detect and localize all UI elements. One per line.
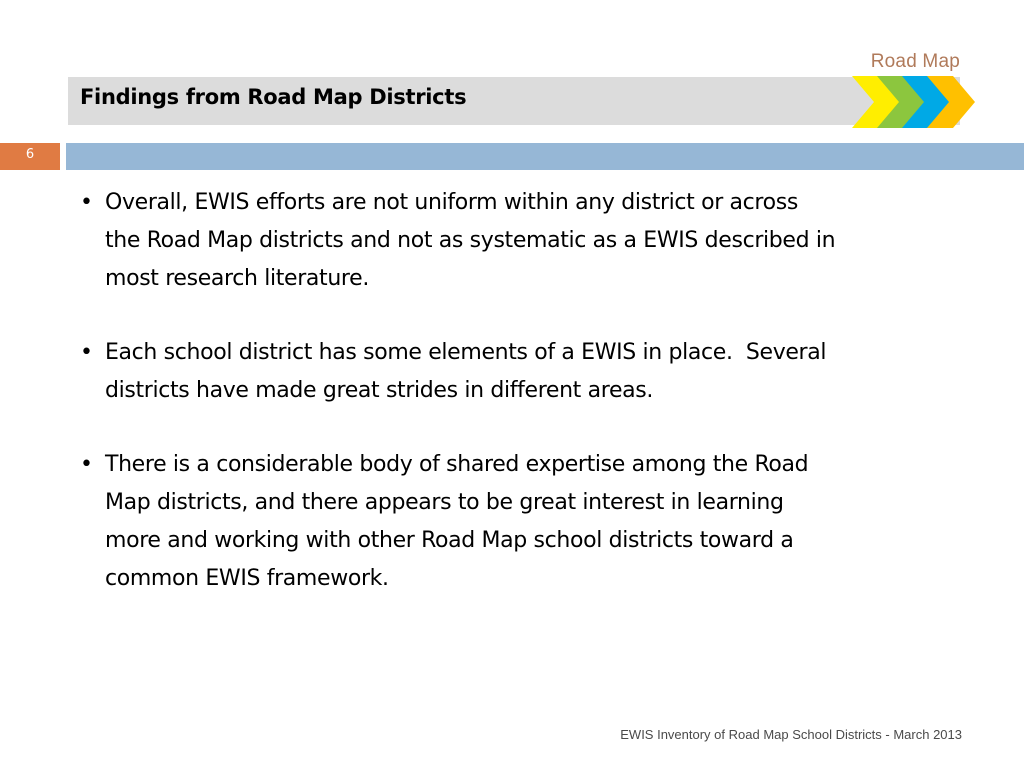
bullet-line: Each school district has some elements of a EWIS in place. Several	[105, 340, 827, 365]
bullet-list	[80, 184, 980, 634]
bullet-line: more and working with other Road Map school districts toward a	[105, 528, 794, 553]
bullet-line: Overall, EWIS efforts are not uniform within any district or across	[105, 190, 798, 215]
bullet-item	[80, 334, 980, 410]
slide-number-badge: 6	[0, 143, 60, 170]
bullet-line: districts have made great strides in different areas.	[105, 378, 654, 403]
bullet-line: common EWIS framework.	[105, 566, 389, 591]
bullet-dot-icon: •	[80, 190, 93, 215]
bullet-item	[80, 184, 980, 298]
road-map-chevrons-icon	[852, 76, 976, 128]
bullet-dot-icon: •	[80, 340, 93, 365]
bullet-line: most research literature.	[105, 266, 369, 291]
footer-text: EWIS Inventory of Road Map School Districts - March 2013	[620, 727, 962, 742]
bullet-line: the Road Map districts and not as systematic as a EWIS described in	[105, 228, 836, 253]
slide-title: Findings from Road Map Districts	[80, 85, 467, 109]
bullet-line: Map districts, and there appears to be great interest in learning	[105, 490, 784, 515]
header-accent-bar	[66, 143, 1024, 170]
bullet-dot-icon: •	[80, 452, 93, 477]
bullet-line: There is a considerable body of shared expertise among the Road	[105, 452, 809, 477]
brand-label: Road Map	[870, 51, 960, 72]
bullet-item	[80, 446, 980, 598]
